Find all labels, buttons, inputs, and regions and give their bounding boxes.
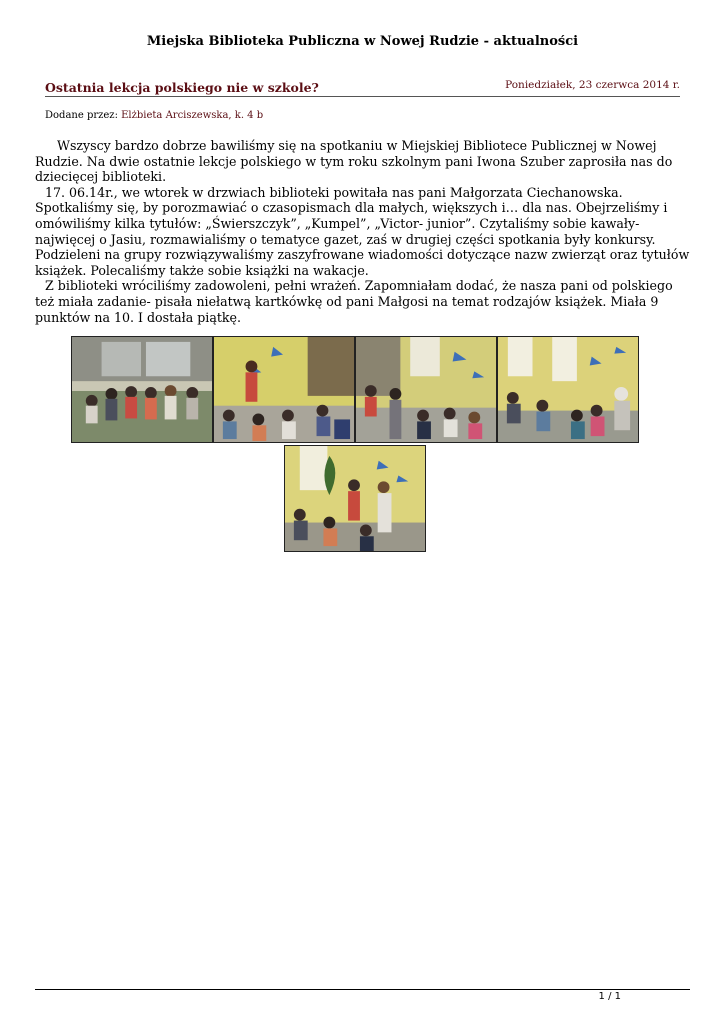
article-body: [35, 138, 690, 325]
author-line: [45, 110, 263, 121]
photo-gallery-row-1: [71, 336, 639, 443]
page-number: 1 / 1: [598, 991, 621, 1002]
paragraph-1: Wszyscy bardzo dobrze bawiliśmy się na spotkaniu w Miejskiej Bibliotece Publicznej w Nowej Rudzie. Na dwie ostatnie lekcje polskiego w tym roku szkolnym pani Iwona Szuber zaprosiła nas do dziecięcej biblioteki.: [35, 138, 673, 185]
gallery-photo-1[interactable]: [71, 336, 213, 443]
author-prefix: Dodane przez:: [45, 110, 122, 121]
gallery-photo-4[interactable]: [497, 336, 639, 443]
author-name: Elżbieta Arciszewska, k. 4 b: [121, 110, 264, 121]
footer-divider: [35, 989, 690, 990]
paragraph-2: 17. 06.14r., we wtorek w drzwiach biblioteki powitała nas pani Małgorzata Ciechanowska. Spotkaliśmy się, by porozmawiać o czasopismach dla małych, większych i… dla nas. Obejrzeliśmy i omówiliśmy kilka tytułów: „Świerszczyk”, „Kumpel”, „Victor- junior”. Czytaliśmy sobie kawały- najwięcej o Jasiu, rozmawialiśmy o tematyce gazet, zaś w drugiej części spotkania były konkursy. Podzieleni na grupy rozwiązywaliśmy zaszyfrowane wiadomości dotyczące nazw zwierząt oraz tytułów książek. Polecaliśmy także sobie książki na wakacje.: [35, 184, 690, 278]
article-header: [45, 78, 680, 97]
gallery-photo-2[interactable]: [213, 336, 355, 443]
article-date: Poniedziałek, 23 czerwca 2014 r.: [505, 79, 680, 91]
paragraph-3: Z biblioteki wróciliśmy zadowoleni, pełni wrażeń. Zapomniałam dodać, że nasza pani od polskiego też miała zadanie- pisała niełatwą kartkówkę od pani Małgosi na temat rodzajów książek. Miała 9 punktów na 10. I dostała piątkę.: [35, 278, 673, 325]
gallery-photo-5[interactable]: [284, 445, 426, 552]
article-title[interactable]: Ostatnia lekcja polskiego nie w szkole?: [45, 80, 319, 95]
gallery-photo-3[interactable]: [355, 336, 497, 443]
photo-gallery-row-2: [284, 445, 426, 552]
site-title: Miejska Biblioteka Publiczna w Nowej Rudzie - aktualności: [146, 34, 579, 49]
